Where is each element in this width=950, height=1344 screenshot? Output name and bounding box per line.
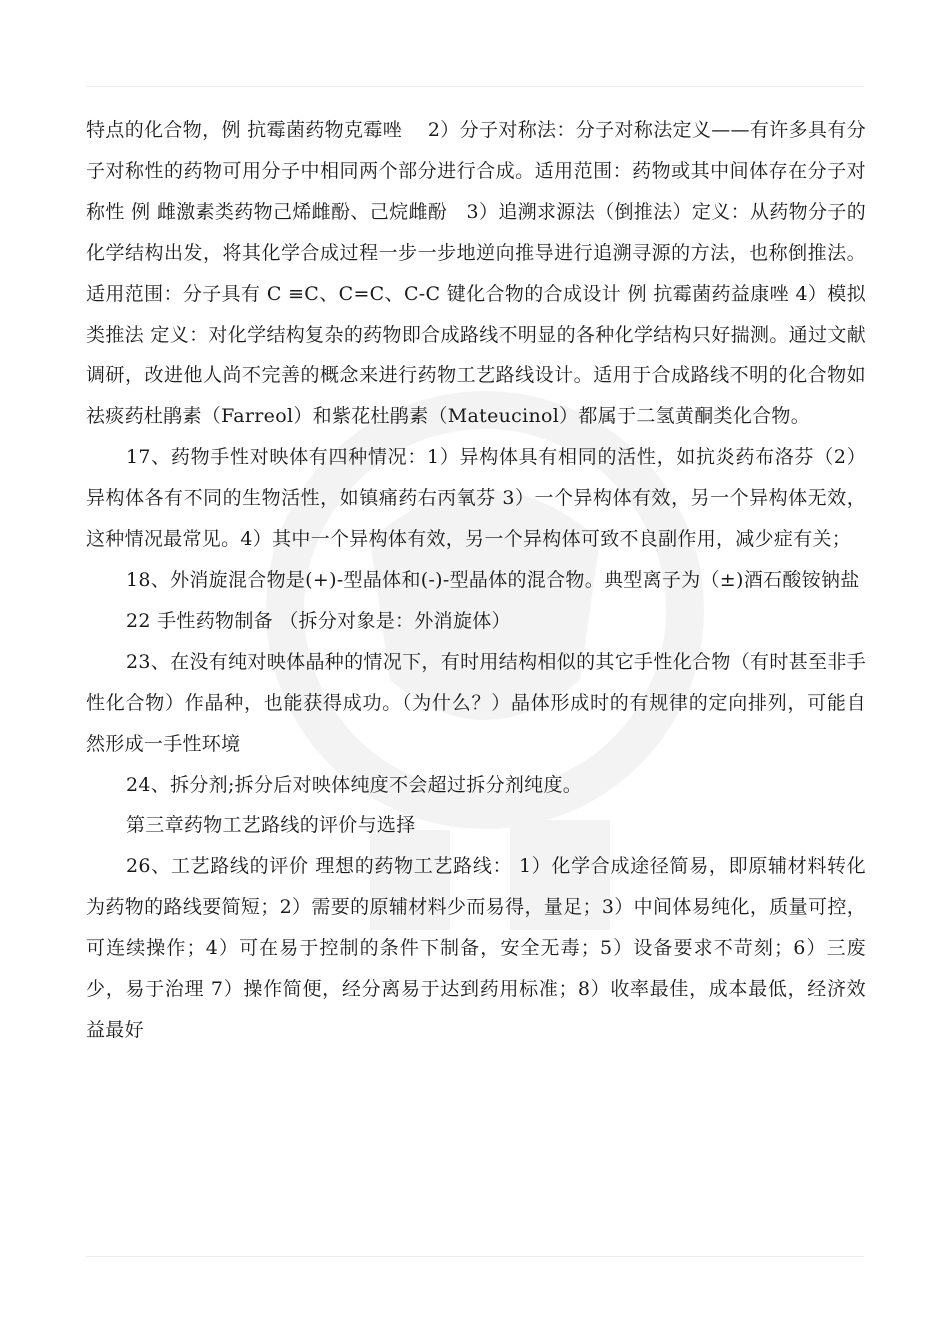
- document-body: [86, 110, 866, 1051]
- paragraph-16-continued: 特点的化合物，例 抗霉菌药物克霉唑 2）分子对称法：分子对称法定义——有许多具有分子对称性的药物可用分子中相同两个部分进行合成。适用范围：药物或其中间体存在分子对称性 例 雌激素类药物己烯雌酚、己烷雌酚 3）追溯求源法（倒推法）定义：从药物分子的化学结构出发，将其化学合成过程一步一步地逆向推导进行追溯寻源的方法，也称倒推法。适用范围：分子具有 C ≡C、C=C、C-C 键化合物的合成设计 例 抗霉菌药益康唑 4）模拟类推法 定义：对化学结构复杂的药物即合成路线不明显的各种化学结构只好揣测。通过文献调研，改进他人尚不完善的概念来进行药物工艺路线设计。适用于合成路线不明的化合物如祛痰药杜鹃素（Farreol）和紫花杜鹃素（Mateucinol）都属于二氢黄酮类化合物。: [86, 119, 866, 428]
- paragraph-22: 22 手性药物制备 （拆分对象是：外消旋体）: [126, 609, 511, 632]
- header-rule: [86, 86, 864, 87]
- paragraph-17: 17、药物手性对映体有四种情况：1）异构体具有相同的活性，如抗炎药布洛芬（2）异构体各有不同的生物活性，如镇痛药右丙氧芬 3）一个异构体有效，另一个异构体无效，这种情况最常见。4）其中一个异构体有效，另一个异构体可致不良副作用，减少症有关；: [86, 446, 866, 551]
- paragraph-18: 18、外消旋混合物是(+)-型晶体和(-)-型晶体的混合物。典型离子为（±)酒石酸铵钠盐: [126, 568, 860, 591]
- paragraph-23: 23、在没有纯对映体晶种的情况下，有时用结构相似的其它手性化合物（有时甚至非手性化合物）作晶种，也能获得成功。（为什么？）晶体形成时的有规律的定向排列，可能自然形成一手性环境: [86, 650, 866, 755]
- chapter-heading: 第三章药物工艺路线的评价与选择: [126, 814, 416, 837]
- paragraph-26: 26、工艺路线的评价 理想的药物工艺路线： 1）化学合成途径简易，即原辅材料转化为药物的路线要简短；2）需要的原辅材料少而易得，量足；3）中间体易纯化，质量可控，可连续操作；4）可在易于控制的条件下制备，安全无毒；5）设备要求不苛刻；6）三废少，易于治理 7）操作简便，经分离易于达到药用标准；8）收率最佳，成本最低，经济效益最好: [86, 855, 866, 1041]
- paragraph-24: 24、拆分剂;拆分后对映体纯度不会超过拆分剂纯度。: [126, 773, 583, 796]
- footer-rule: [86, 1256, 864, 1257]
